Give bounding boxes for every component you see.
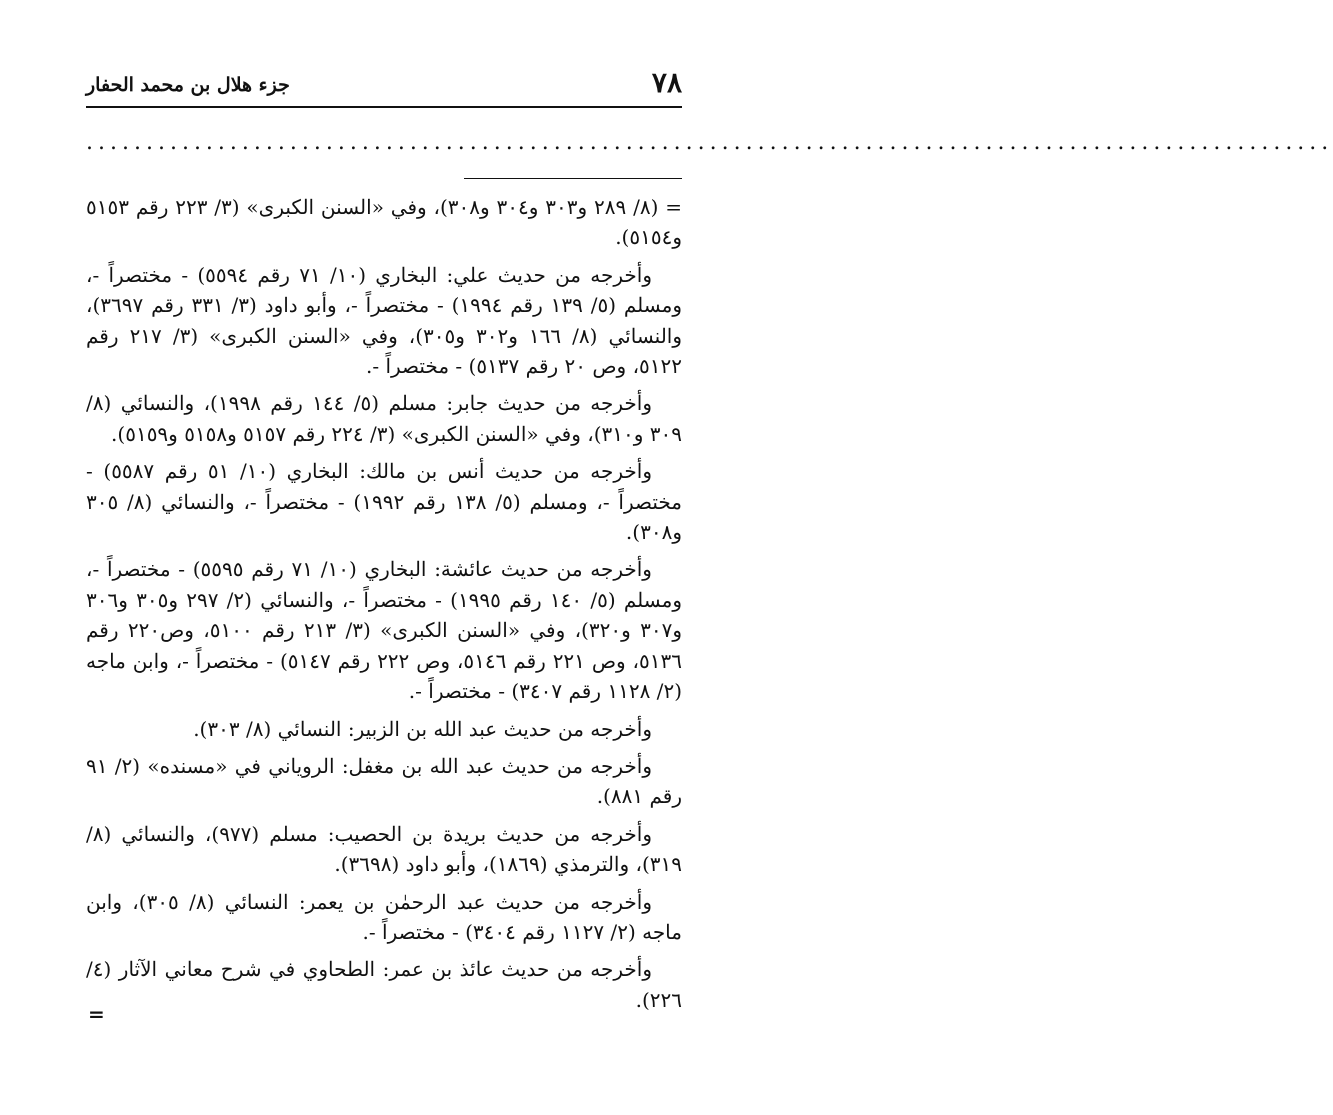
footnote-paragraph: وأخرجه من حديث بريدة بن الحصيب: مسلم (٩٧٧)، والنسائي (٨/ ٣١٩)، والترمذي (١٨٦٩)، وأبو داود (٣٦٩٨). [86, 821, 682, 877]
continuation-marker: = [88, 1002, 105, 1026]
footnotes-body [86, 192, 682, 1022]
footnote-paragraph: = (٨/ ٢٨٩ و٣٠٣ و٣٠٤ و٣٠٨)، وفي «السنن الكبرى» (٣/ ٢٢٣ رقم ٥١٥٣ و٥١٥٤). [86, 195, 683, 250]
footnote-paragraph: وأخرجه من حديث عائشة: البخاري (١٠/ ٧١ رقم ٥٥٩٥) - مختصراً -، ومسلم (٥/ ١٤٠ رقم ١٩٩٥) - مختصراً -، والنسائي (٢/ ٢٩٧ و٣٠٥ و٣٠٦ و٣٠٧ و٣٢٠)، وفي «السنن الكبرى» (٣/ ٢١٣ رقم ٥١٠٠، وص٢٢٠ رقم ٥١٣٦، وص ٢٢١ رقم ٥١٤٦، وص ٢٢٢ رقم ٥١٤٧) - مختصراً -، وابن ماجه (٢/ ١١٢٨ رقم ٣٤٠٧) - مختصراً -. [86, 557, 683, 704]
page-number: ٧٨ [651, 66, 682, 99]
footnote-paragraph: وأخرجه من حديث عبد الله بن الزبير: النسائي (٨/ ٣٠٣). [193, 716, 652, 741]
header-rule [86, 106, 682, 108]
footnote-paragraph: وأخرجه من حديث علي: البخاري (١٠/ ٧١ رقم ٥٥٩٤) - مختصراً -، ومسلم (٥/ ١٣٩ رقم ١٩٩٤) - مختصراً -، وأبو داود (٣/ ٣٣١ رقم ٣٦٩٧)، والنسائي (٨/ ١٦٦ و٣٠٢ و٣٠٥)، وفي «السنن الكبرى» (٣/ ٢١٧ رقم ٥١٢٢، وص ٢٠ رقم ٥١٣٧) - مختصراً -. [86, 262, 683, 379]
footnote-rule [464, 178, 682, 179]
footnote-paragraph: وأخرجه من حديث أنس بن مالك: البخاري (١٠/ ٥١ رقم ٥٥٨٧) - مختصراً -، ومسلم (٥/ ١٣٨ رقم ١٩٩٢) - مختصراً -، والنسائي (٨/ ٣٠٥ و٣٠٨). [86, 459, 682, 545]
footnote-paragraph: وأخرجه من حديث عبد الرحمٰن بن يعمر: النسائي (٨/ ٣٠٥)، وابن ماجه (٢/ ١١٢٧ رقم ٣٤٠٤) - مختصراً -. [86, 889, 682, 944]
book-title: جزء هلال بن محمد الحفار [86, 74, 290, 96]
footnote-paragraph: وأخرجه من حديث عائذ بن عمر: الطحاوي في شرح معاني الآثار (٤/ ٢٢٦). [86, 957, 682, 1012]
footnote-paragraph: وأخرجه من حديث عبد الله بن مغفل: الروياني في «مسنده» (٢/ ٩١ رقم ٨٨١). [86, 753, 682, 809]
separator-dots: ........................................................................................................ [86, 130, 1333, 155]
running-header [86, 66, 682, 106]
footnote-paragraph: وأخرجه من حديث جابر: مسلم (٥/ ١٤٤ رقم ١٩٩٨)، والنسائي (٨/ ٣٠٩ و٣١٠)، وفي «السنن الكبرى» (٣/ ٢٢٤ رقم ٥١٥٧ و٥١٥٨ و٥١٥٩). [86, 391, 682, 446]
